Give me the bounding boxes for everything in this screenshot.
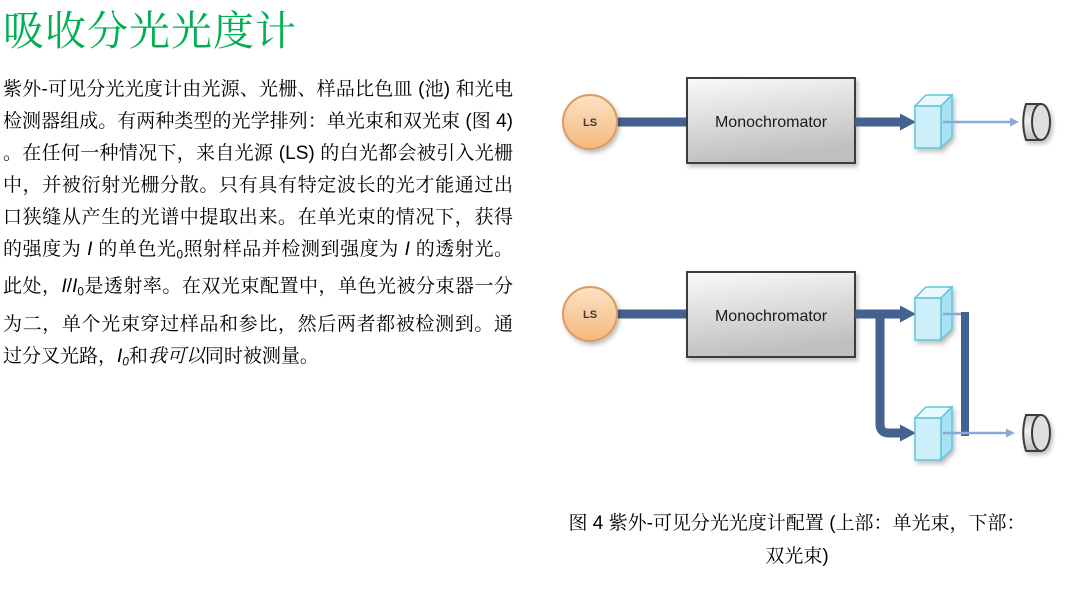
paragraph-segment: 0 xyxy=(77,285,84,299)
thin-arrowhead-bottom xyxy=(1006,429,1015,438)
figure-caption-line2: 双光束) xyxy=(765,546,829,567)
paragraph-segment: 0 xyxy=(176,248,184,262)
spectrophotometer-diagram xyxy=(537,60,1067,505)
page-title: 吸收分光光度计 xyxy=(3,8,297,54)
beam-arrowhead-reference xyxy=(900,425,916,442)
paragraph-segment: I xyxy=(87,239,93,260)
detector-top xyxy=(1023,104,1050,140)
figure-caption-line1: 图 4 紫外-可见分光光度计配置 (上部：单光束，下部： xyxy=(568,513,1026,534)
single-beam-diagram xyxy=(563,78,1050,163)
beam-splitter-branch xyxy=(880,310,900,433)
paragraph-segment: 紫外-可见分光光度计由光源、光栅、样品比色皿 (池) 和光电检测器组成。有两种类型的光学排列：单光束和双光束 (图 4) 。在任何一种情况下，来自光源 (LS) 的白光都会被引入光栅中，并被衍射光栅分散。只有具有特定波长的光才能通过出口狭缝从产生的光谱中提取出来。在单光束的情况下，获得的强度为 xyxy=(3,79,513,260)
article-paragraph xyxy=(3,74,513,378)
beam-arrowhead-top xyxy=(900,114,916,131)
light-source-label-bottom: LS xyxy=(582,309,598,321)
paragraph-segment: / xyxy=(66,276,73,298)
paragraph-segment: 照射样品并检测到强度为 xyxy=(183,239,405,260)
paragraph-segment: I xyxy=(61,276,67,298)
double-beam-diagram xyxy=(563,272,1050,460)
paragraph-segment: 同时被测量。 xyxy=(204,345,319,367)
paragraph-segment: 的单色光 xyxy=(92,239,177,260)
article-column xyxy=(3,0,513,378)
paragraph-segment: I xyxy=(72,276,78,298)
paragraph-segment: 0 xyxy=(122,354,129,368)
paragraph-segment: I xyxy=(404,239,410,260)
paragraph-segment: I xyxy=(117,345,123,367)
light-source-label-top: LS xyxy=(582,117,598,129)
paragraph-segment: 的透射光。此处， xyxy=(3,239,514,298)
paragraph-segment: 我可以 xyxy=(147,345,205,367)
figure-caption xyxy=(537,507,1057,573)
paragraph-segment: 和 xyxy=(128,345,148,367)
thin-arrowhead-top xyxy=(1010,118,1019,127)
monochromator-label-top: Monochromator xyxy=(714,114,828,131)
paragraph-segment: 是透射率。在双光束配置中，单色光被分束器一分为二，单个光束穿过样品和参比，然后两者都被检测到。通过分叉光路， xyxy=(3,276,513,367)
detector-bottom xyxy=(1023,415,1050,451)
monochromator-label-bottom: Monochromator xyxy=(714,308,828,325)
beam-arrowhead-sample xyxy=(900,306,916,323)
figure-diagram xyxy=(537,60,1067,505)
